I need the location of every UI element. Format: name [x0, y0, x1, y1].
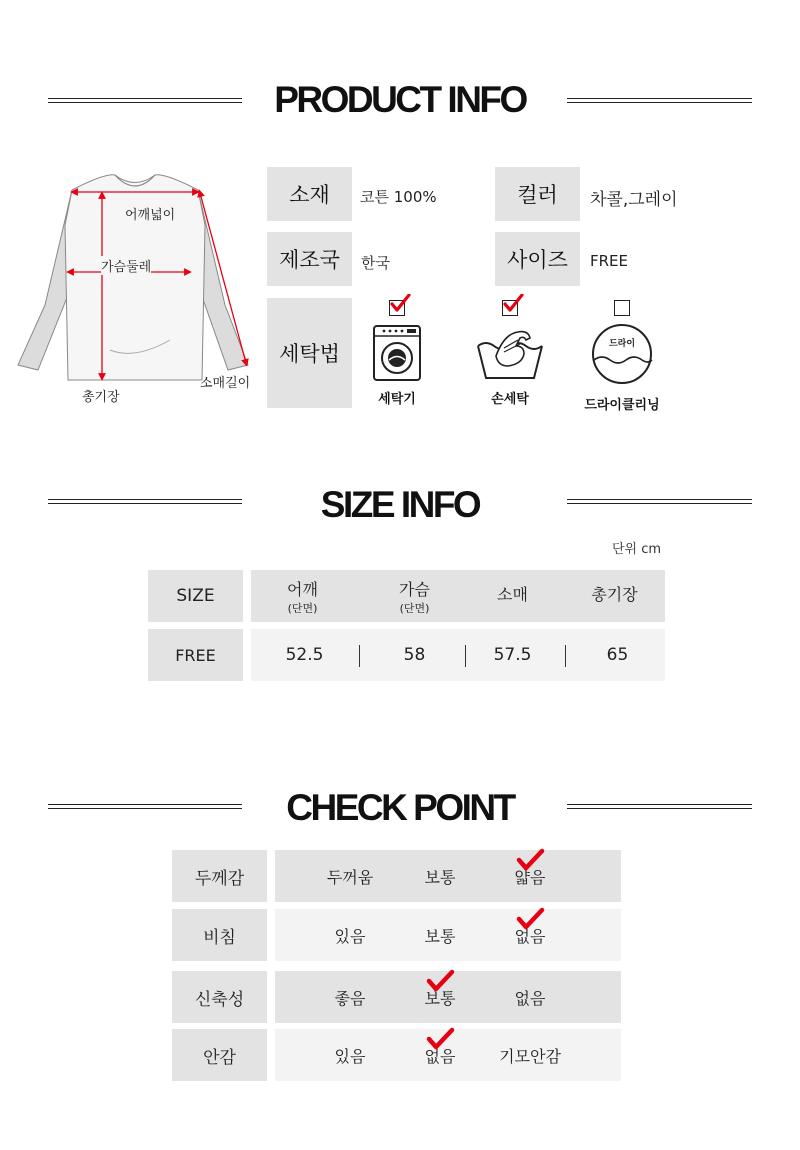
value-total-length-text: 65	[606, 645, 629, 665]
garment-diagram	[10, 165, 260, 410]
value-sleeve	[461, 629, 564, 681]
size-row	[251, 629, 665, 681]
checkmark-icon	[502, 294, 524, 314]
washing-machine-icon	[372, 324, 422, 382]
care-washing-machine-caption: 세탁기	[378, 392, 416, 407]
color-value: 차콜,그레이	[590, 190, 678, 210]
check-point-option[interactable]	[305, 909, 395, 961]
check-point-options	[275, 909, 621, 961]
value-total-length	[566, 629, 669, 681]
check-point-option[interactable]	[485, 909, 575, 961]
care-hand-wash	[455, 300, 565, 407]
origin-label: 제조국	[267, 232, 352, 286]
checkmark-icon	[425, 969, 455, 993]
checkmark-icon	[515, 848, 545, 872]
check-point-option-label: 보통	[424, 988, 456, 1008]
header-total-length-name: 총기장	[591, 585, 638, 604]
size-row-label-cell	[148, 629, 243, 681]
check-point-option-label: 없음	[424, 1046, 456, 1066]
size-info-title: SIZE INFO	[320, 484, 480, 525]
value-shoulder	[253, 629, 356, 681]
check-point-option-label: 보통	[424, 867, 456, 887]
checkbox-hand-wash[interactable]	[502, 300, 518, 316]
check-point-option-label: 기모안감	[499, 1046, 561, 1066]
check-point-row	[172, 909, 621, 961]
origin-value: 한국	[361, 254, 390, 272]
hand-wash-icon	[474, 324, 546, 382]
check-point-option[interactable]	[305, 1029, 395, 1081]
care-hand-wash-caption: 손세탁	[491, 392, 529, 407]
color-label: 컬러	[495, 167, 580, 221]
header-shoulder	[251, 570, 354, 622]
column-divider	[359, 645, 360, 667]
product-info-title: PRODUCT INFO	[274, 79, 526, 120]
size-value: FREE	[590, 252, 629, 270]
check-point-label: 비침	[172, 909, 267, 961]
header-total-length	[563, 570, 666, 622]
check-point-title: CHECK POINT	[286, 787, 514, 828]
check-point-option-label: 얇음	[514, 867, 546, 887]
check-point-label: 두께감	[172, 850, 267, 902]
care-dry-clean	[567, 300, 677, 413]
material-label: 소재	[267, 167, 352, 221]
check-point-options	[275, 1029, 621, 1081]
check-point-options	[275, 850, 621, 902]
check-point-option-label: 두꺼움	[326, 867, 374, 887]
header-sleeve-name: 소매	[497, 585, 528, 604]
header-shoulder-name: 어깨	[287, 579, 318, 599]
header-sleeve	[461, 570, 564, 622]
value-chest-text: 58	[403, 645, 426, 665]
check-point-option[interactable]	[395, 909, 485, 961]
check-point-label: 안감	[172, 1029, 267, 1081]
check-point-options	[275, 971, 621, 1023]
sleeve-length-label: 소매길이	[200, 376, 251, 391]
check-point-row	[172, 1029, 621, 1081]
dry-clean-icon	[590, 322, 654, 386]
care-dry-clean-caption: 드라이클리닝	[584, 398, 660, 413]
size-header-row	[251, 570, 665, 622]
check-point-option[interactable]	[395, 971, 485, 1023]
checkmark-icon	[515, 907, 545, 931]
check-point-option-label: 있음	[334, 1046, 366, 1066]
size-label: 사이즈	[495, 232, 580, 286]
check-point-row	[172, 850, 621, 902]
material-value: 코튼 100%	[360, 188, 437, 206]
size-header-label: SIZE	[176, 586, 215, 606]
washing-label: 세탁법	[267, 298, 352, 408]
check-point-option-label: 있음	[334, 926, 366, 946]
checkmark-icon	[389, 294, 411, 314]
check-point-option-label: 보통	[424, 926, 456, 946]
check-point-option[interactable]	[395, 850, 485, 902]
check-point-option-label: 없음	[514, 926, 546, 946]
check-point-row	[172, 971, 621, 1023]
header-chest	[363, 570, 466, 622]
check-point-option[interactable]	[305, 971, 395, 1023]
check-point-option[interactable]	[485, 850, 575, 902]
check-point-option[interactable]	[485, 1029, 575, 1081]
chest-label: 가슴둘레	[101, 256, 151, 275]
dry-clean-badge: 드라이	[608, 339, 636, 349]
size-header-cell	[148, 570, 243, 622]
care-washing-machine	[342, 300, 452, 407]
size-row-label: FREE	[175, 645, 216, 665]
header-chest-name: 가슴	[399, 579, 430, 599]
value-sleeve-text: 57.5	[493, 645, 532, 665]
header-shoulder-sub: (단면)	[287, 601, 318, 615]
value-shoulder-text: 52.5	[285, 645, 324, 665]
check-point-option[interactable]	[485, 971, 575, 1023]
checkmark-icon	[425, 1027, 455, 1051]
value-chest	[363, 629, 466, 681]
check-point-option-label: 좋음	[334, 988, 366, 1008]
checkbox-dry-clean[interactable]	[614, 300, 630, 316]
check-point-option[interactable]	[395, 1029, 485, 1081]
checkbox-washing-machine[interactable]	[389, 300, 405, 316]
check-point-option[interactable]	[305, 850, 395, 902]
header-chest-sub: (단면)	[399, 601, 430, 615]
total-length-label: 총기장	[82, 390, 120, 405]
shoulder-width-label: 어깨넓이	[125, 204, 175, 223]
check-point-label: 신축성	[172, 971, 267, 1023]
check-point-option-label: 없음	[514, 988, 546, 1008]
unit-label: 단위 cm	[612, 542, 662, 557]
